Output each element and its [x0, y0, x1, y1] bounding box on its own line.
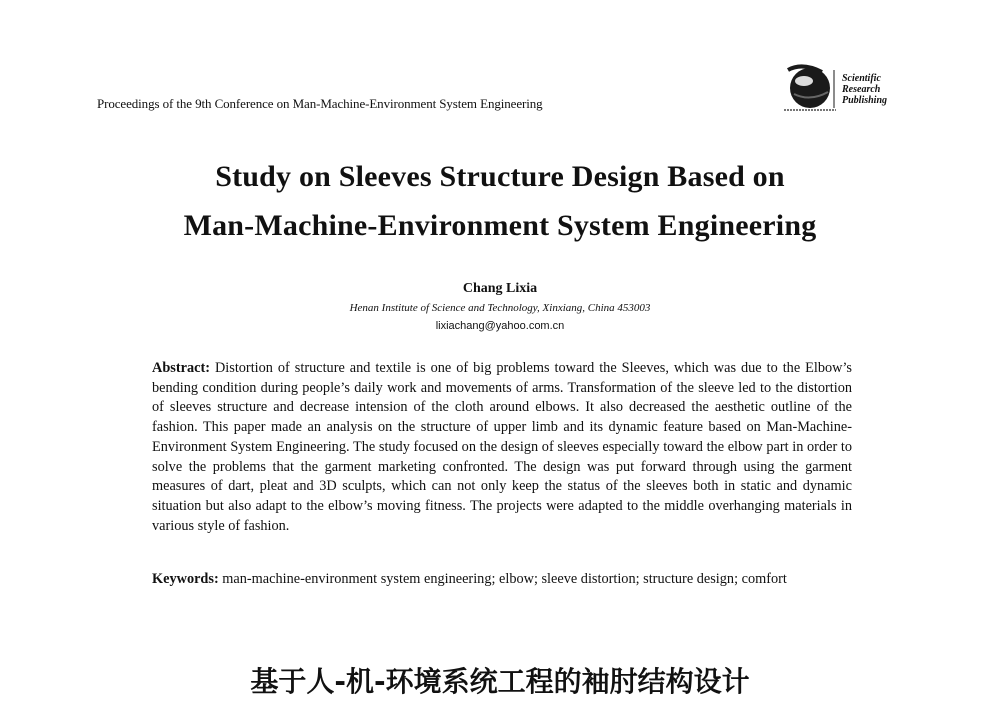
publisher-name: [842, 73, 887, 106]
proceedings-header: Proceedings of the 9th Conference on Man-Machine-Environment System Engineering: [97, 96, 543, 111]
author-affiliation: Henan Institute of Science and Technology, Xinxiang, China 453003: [349, 302, 651, 314]
chinese-title: 基于人-机-环境系统工程的袖肘结构设计: [250, 665, 750, 698]
abstract-paragraph: [152, 359, 852, 536]
keywords-label: Keywords:: [152, 571, 219, 587]
globe-icon: [782, 64, 838, 114]
abstract-label: Abstract:: [152, 360, 210, 376]
paper-title-line-2: Man-Machine-Environment System Engineering: [183, 209, 817, 242]
author-name: Chang Lixia: [462, 281, 538, 296]
publisher-line: Publishing: [842, 95, 888, 106]
publisher-logo: [782, 64, 902, 114]
keywords-text: man-machine-environment system engineering; elbow; sleeve distortion; structure design; comfort: [222, 571, 787, 587]
abstract-text: Distortion of structure and textile is one of big problems toward the Sleeves, which was due to the Elbow’s bending condition during people’s daily work and movements of arms. Transformation of the sleeve led to the distortion of sleeves structure and decrease intension of the cloth around elbows. It also decreased the aesthetic outline of the fashion. This paper made an analysis on the structure of upper limb and its dynamic feature based on Man-Machine-Environment System Engineering. The study focused on the design of sleeves especially toward the elbow part in order to solve the problems that the garment marketing confronted. The design was put forward through using the garment measures of dart, pleat and 3D sculpts, which can not only keep the status of the sleeves both in static and dynamic situation but also adapt to the elbow’s moving fitness. The projects were adapted to the middle overhanging materials in various style of fashion.: [152, 360, 852, 534]
author-email: lixiachang@yahoo.com.cn: [435, 320, 565, 332]
publisher-line: Scientific: [842, 73, 881, 84]
publisher-line: Research: [842, 84, 881, 95]
keywords-paragraph: [152, 570, 852, 590]
paper-title-line-1: Study on Sleeves Structure Design Based on: [215, 160, 785, 193]
